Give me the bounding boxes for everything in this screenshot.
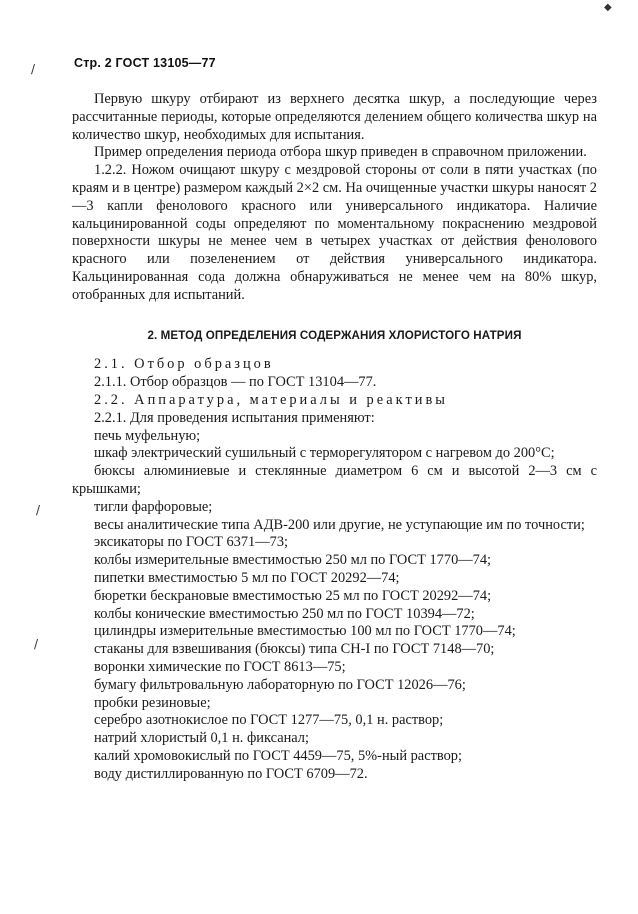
- section-title: 2. МЕТОД ОПРЕДЕЛЕНИЯ СОДЕРЖАНИЯ ХЛОРИСТОГО НАТРИЯ: [147, 328, 522, 342]
- list-item: пробки резиновые;: [94, 694, 211, 711]
- list-item: печь муфельную;: [94, 427, 201, 444]
- list-item: колбы конические вместимостью 250 мл по ГОСТ 10394—72;: [94, 605, 475, 622]
- list-item: воду дистиллированную по ГОСТ 6709—72.: [94, 765, 368, 782]
- subsection-2-1: 2.1. Отбор образцов: [94, 356, 274, 373]
- list-item: бюксы алюминиевые и стеклянные диаметром 6 см и высотой 2—3 см с крышками;: [72, 463, 597, 497]
- subsection-2-2: 2.2. Аппаратура, материалы и реактивы: [94, 391, 448, 408]
- list-item: пипетки вместимостью 5 мл по ГОСТ 20292—74;: [94, 569, 400, 586]
- list-item: весы аналитические типа АДВ-200 или другие, не уступающие им по точности;: [94, 516, 585, 533]
- list-item: серебро азотнокислое по ГОСТ 1277—75, 0,1 н. раствор;: [94, 712, 444, 729]
- list-item: калий хромовокислый по ГОСТ 4459—75, 5%-ный раствор;: [94, 747, 462, 764]
- margin-mark: /: [36, 503, 41, 517]
- clause-2-1-1: 2.1.1. Отбор образцов — по ГОСТ 13104—77.: [94, 374, 377, 391]
- list-item: эксикаторы по ГОСТ 6371—73;: [94, 534, 289, 551]
- page-header: Стр. 2 ГОСТ 13105—77: [74, 56, 216, 70]
- clause-2-2-1: 2.2.1. Для проведения испытания применяют:: [94, 409, 375, 426]
- paragraph-1-2-2: 1.2.2. Ножом очищают шкуру с мездровой стороны от соли в пяти участках (по краям и в центре) размером каждый 2×2 см. На очищенные участки шкуры наносят 2—3 капли фенолового красного или универсального индикатора. Наличие кальцинированной соды определяют по моментальному покраснению мездровой поверхности шкуры не менее чем в четырех участках от действия фенолового красного или позеленением от действия универсального индикатора. Кальцинированная сода должна обнаруживаться не менее чем на 80% шкур, отобранных для испытаний.: [72, 162, 597, 303]
- paragraph-example: Пример определения периода отбора шкур приведен в справочном приложении.: [94, 144, 587, 161]
- list-item: бумагу фильтровальную лабораторную по ГОСТ 12026—76;: [94, 676, 466, 693]
- list-item: тигли фарфоровые;: [94, 498, 213, 515]
- list-item: стаканы для взвешивания (бюксы) типа СН-I по ГОСТ 7148—70;: [94, 641, 495, 658]
- list-item: шкаф электрический сушильный с терморегулятором с нагревом до 200°С;: [94, 445, 555, 462]
- equipment-list: [72, 428, 597, 784]
- list-item: бюретки бескрановые вместимостью 25 мл по ГОСТ 20292—74;: [94, 587, 492, 604]
- list-item: воронки химические по ГОСТ 8613—75;: [94, 658, 346, 675]
- margin-mark: /: [34, 637, 39, 651]
- document-body: [72, 91, 597, 783]
- list-item: натрий хлористый 0,1 н. фиксанал;: [94, 730, 309, 747]
- list-item: колбы измерительные вместимостью 250 мл по ГОСТ 1770—74;: [94, 552, 492, 569]
- corner-mark: ◆: [604, 2, 612, 13]
- list-item: цилиндры измерительные вместимостью 100 мл по ГОСТ 1770—74;: [94, 623, 516, 640]
- margin-mark: /: [31, 62, 36, 76]
- paragraph-first-sample: Первую шкуру отбирают из верхнего десятка шкур, а последующие через рассчитанные периоды, которые определяются делением общего количества шкур на количество шкур, необходимых для испытания.: [72, 91, 597, 143]
